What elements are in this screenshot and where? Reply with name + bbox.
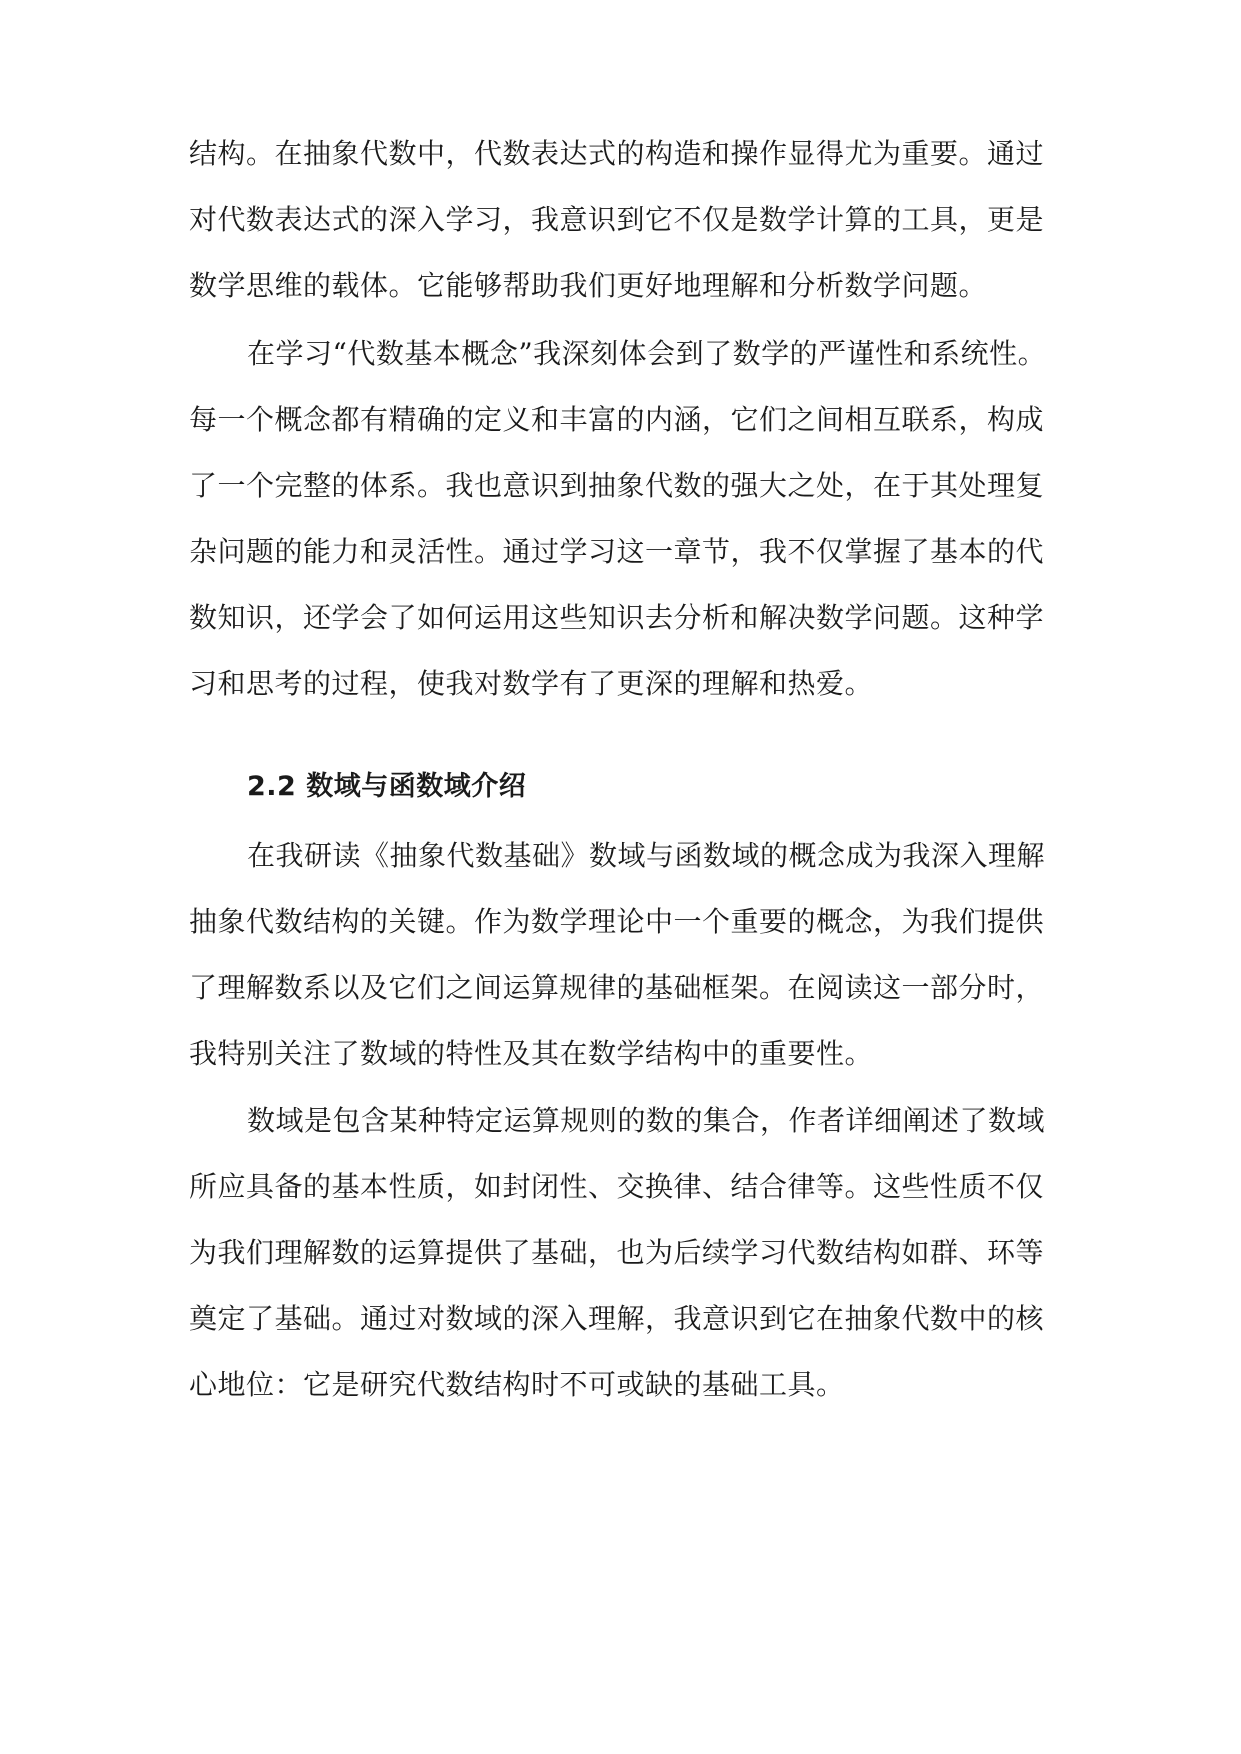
paragraph-line: 数学思维的载体。它能够帮助我们更好地理解和分析数学问题。 <box>189 269 988 302</box>
paragraph-line: 数知识，还学会了如何运用这些知识去分析和解决数学问题。这种学 <box>189 601 1045 634</box>
paragraph-line: 所应具备的基本性质，如封闭性、交换律、结合律等。这些性质不仅 <box>189 1170 1045 1203</box>
paragraph-line: 数域是包含某种特定运算规则的数的集合，作者详细阐述了数域 <box>247 1104 1046 1137</box>
paragraph-line: 在学习“代数基本概念”我深刻体会到了数学的严谨性和系统性。 <box>247 337 1047 370</box>
paragraph-line: 为我们理解数的运算提供了基础，也为后续学习代数结构如群、环等 <box>189 1236 1045 1269</box>
paragraph-line: 对代数表达式的深入学习，我意识到它不仅是数学计算的工具，更是 <box>189 203 1045 236</box>
paragraph-line: 每一个概念都有精确的定义和丰富的内涵，它们之间相互联系，构成 <box>189 403 1045 436</box>
paragraph-line: 了理解数系以及它们之间运算规律的基础框架。在阅读这一部分时， <box>189 971 1045 1004</box>
paragraph-line: 在我研读《抽象代数基础》数域与函数域的概念成为我深入理解 <box>247 839 1046 872</box>
paragraph-line: 习和思考的过程，使我对数学有了更深的理解和热爱。 <box>189 667 874 700</box>
paragraph-line: 抽象代数结构的关键。作为数学理论中一个重要的概念，为我们提供 <box>189 905 1045 938</box>
paragraph-line: 杂问题的能力和灵活性。通过学习这一章节，我不仅掌握了基本的代 <box>189 535 1045 568</box>
paragraph-line: 结构。在抽象代数中，代数表达式的构造和操作显得尤为重要。通过 <box>189 137 1045 170</box>
section-heading: 2.2 数域与函数域介绍 <box>247 771 527 802</box>
paragraph-line: 了一个完整的体系。我也意识到抽象代数的强大之处，在于其处理复 <box>189 469 1045 502</box>
paragraph-line: 我特别关注了数域的特性及其在数学结构中的重要性。 <box>189 1037 874 1070</box>
paragraph-line: 奠定了基础。通过对数域的深入理解，我意识到它在抽象代数中的核 <box>189 1302 1045 1335</box>
paragraph-line: 心地位：它是研究代数结构时不可或缺的基础工具。 <box>189 1368 845 1401</box>
